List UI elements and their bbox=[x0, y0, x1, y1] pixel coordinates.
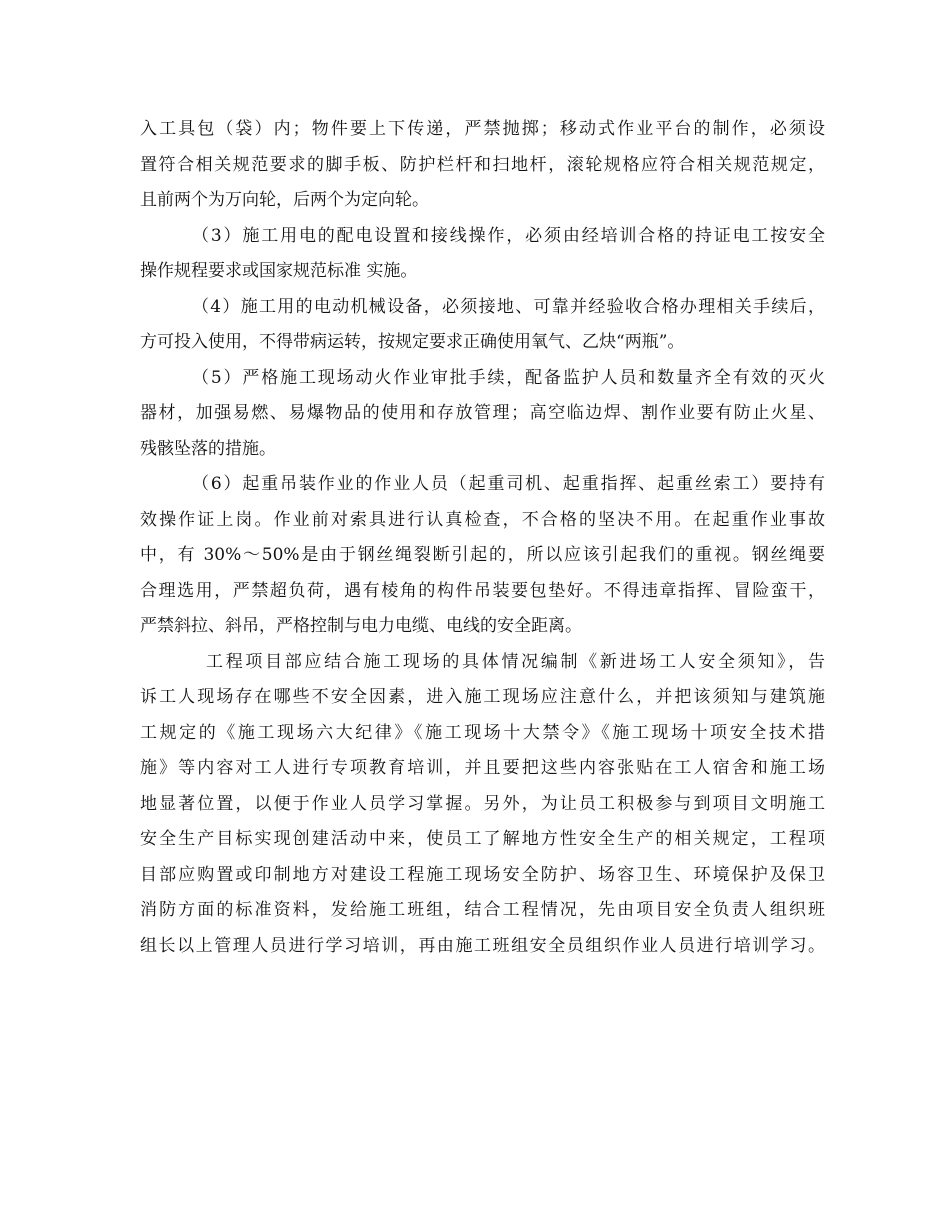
text-line: 合理选用，严禁超负荷，遇有棱角的构件吊装要包垫好。不得违章指挥、冒险蛮干， bbox=[140, 580, 825, 601]
text-line: 工规定的《施工现场六大纪律》《施工现场十大禁令》《施工现场十项安全技术措 bbox=[140, 722, 825, 743]
paragraph-p5 bbox=[140, 361, 825, 468]
text-line: 目部应购置或印制地方对建设工程施工现场安全防护、场容卫生、环境保护及保卫 bbox=[140, 864, 825, 885]
paragraph-p6 bbox=[140, 467, 825, 645]
text-line: 中，有 30%～50%是由于钢丝绳裂断引起的，所以应该引起我们的重视。钢丝绳要 bbox=[140, 545, 825, 565]
text-line: 效操作证上岗。作业前对索具进行认真检查，不合格的坚决不用。在起重作业事故 bbox=[140, 509, 825, 530]
text-line: （3）施工用电的配电设置和接线操作，必须由经培训合格的持证电工按安全 bbox=[192, 225, 825, 246]
text-line: 严禁斜拉、斜吊，严格控制与电力电缆、电线的安全距离。 bbox=[140, 616, 582, 636]
text-line: （4）施工用的电动机械设备，必须接地、可靠并经验收合格办理相关手续后， bbox=[192, 296, 825, 317]
text-line: 且前两个为万向轮，后两个为定向轮。 bbox=[140, 190, 429, 210]
text-line: 施》等内容对工人进行专项教育培训，并且要把这些内容张贴在工人宿舍和施工场 bbox=[140, 758, 825, 778]
text-line: 器材，加强易燃、易爆物品的使用和存放管理；高空临边焊、割作业要有防止火星、 bbox=[140, 403, 825, 423]
text-line: 组长以上管理人员进行学习培训，再由施工班组安全员组织作业人员进行培训学习。 bbox=[140, 935, 825, 956]
text-line: 置符合相关规范要求的脚手板、防护栏杆和扫地杆，滚轮规格应符合相关规范规定， bbox=[140, 154, 825, 175]
text-line: 消防方面的标准资料，发给施工班组，结合工程情况，先由项目安全负责人组织班 bbox=[140, 900, 825, 920]
text-line: 入工具包（袋）内；物件要上下传递，严禁抛掷；移动式作业平台的制作，必须设 bbox=[140, 119, 825, 139]
document-body bbox=[140, 112, 825, 964]
paragraph-p3 bbox=[140, 219, 825, 290]
paragraph-p7 bbox=[140, 645, 825, 965]
text-line: （5）严格施工现场动火作业审批手续，配备监护人员和数量齐全有效的灭火 bbox=[192, 367, 825, 388]
text-line: 方可投入使用，不得带病运转，按规定要求正确使用氧气、乙炔“两瓶”。 bbox=[140, 332, 685, 352]
text-line: 诉工人现场存在哪些不安全因素，进入施工现场应注意什么，并把该须知与建筑施 bbox=[140, 687, 825, 707]
paragraph-p0 bbox=[140, 112, 825, 219]
text-line: （6）起重吊装作业的作业人员（起重司机、起重指挥、起重丝索工）要持有 bbox=[192, 474, 825, 494]
text-line: 残骸坠落的措施。 bbox=[140, 438, 276, 459]
text-line: 地显著位置，以便于作业人员学习掌握。另外，为让员工积极参与到项目文明施工 bbox=[140, 793, 825, 814]
text-line: 工程项目部应结合施工现场的具体情况编制《新进场工人安全须知》，告 bbox=[206, 651, 825, 672]
text-line: 安全生产目标实现创建活动中来，使员工了解地方性安全生产的相关规定，工程项 bbox=[140, 829, 825, 849]
text-line: 操作规程要求或国家规范标准 实施。 bbox=[140, 261, 418, 281]
paragraph-p4 bbox=[140, 290, 825, 361]
